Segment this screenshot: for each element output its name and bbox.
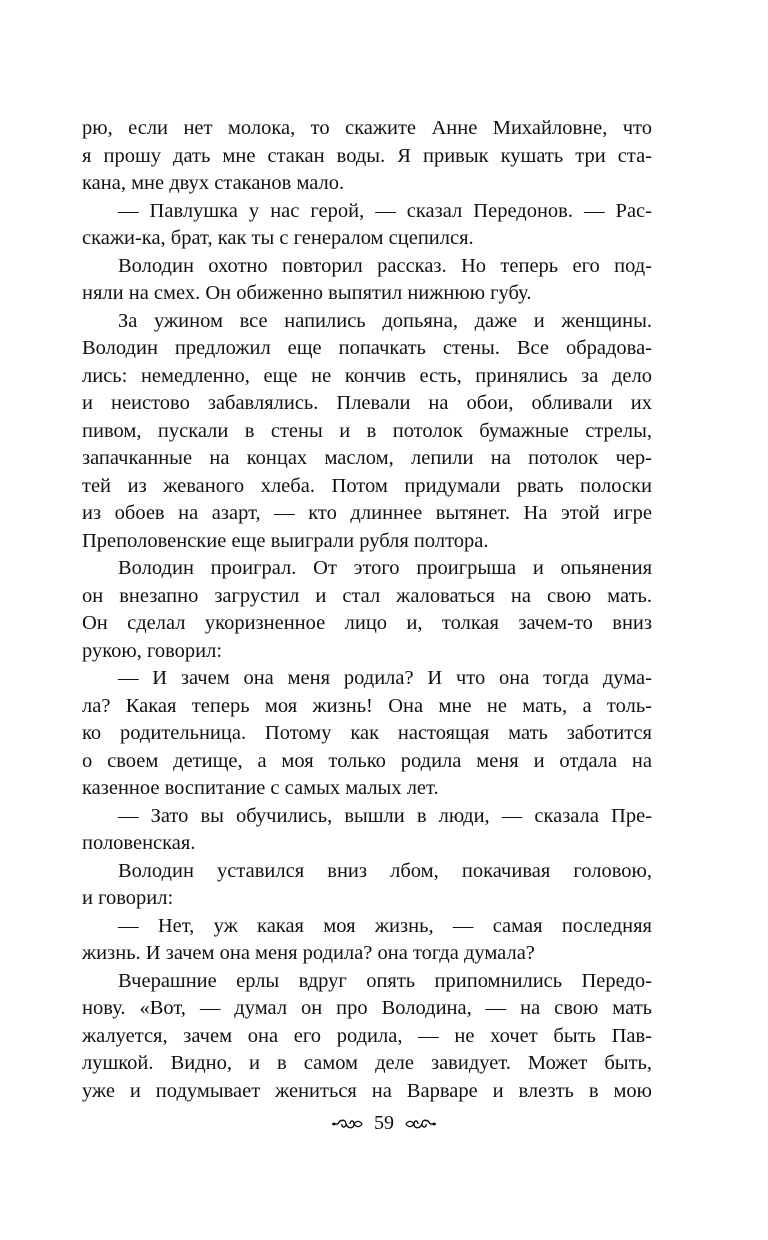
text-line: рю, если нет молока, то скажите Анне Михайловне, что	[82, 117, 652, 139]
ornament-icon	[404, 1116, 438, 1132]
text-line: — Нет, уж какая моя жизнь, — самая последняя	[118, 914, 652, 937]
page-footer	[0, 1112, 768, 1135]
text-line: Вчерашние ерлы вдруг опять припомнились Передо-	[118, 969, 652, 992]
ornament-icon	[330, 1116, 364, 1132]
text-line: жалуется, зачем она его родила, — не хочет быть Пав-	[82, 1024, 652, 1047]
text-line: жизнь. И зачем она меня родила? она тогда думала?	[82, 942, 535, 964]
text-line: ла? Какая теперь моя жизнь! Она мне не мать, а толь-	[82, 694, 652, 717]
text-line: — Павлушка у нас герой, — сказал Передонов. — Рас-	[118, 199, 652, 222]
text-line: уже и подумывает жениться на Варваре и влезть в мою	[82, 1079, 652, 1102]
text-line: Володин охотно повторил рассказ. Но теперь его под-	[118, 254, 652, 277]
text-line: из обоев на азарт, — кто длиннее вытянет. На этой игре	[82, 502, 652, 524]
text-line: — И зачем она меня родила? И что она тогда дума-	[118, 667, 652, 689]
text-line: няли на смех. Он обиженно выпятил нижнюю губу.	[82, 282, 532, 304]
text-line: пивом, пускали в стены и в потолок бумажные стрелы,	[82, 419, 652, 442]
text-line: о своем детище, а моя только родила меня и отдала на	[82, 749, 652, 772]
text-line: кана, мне двух стаканов мало.	[82, 172, 345, 194]
text-line: Володин предложил еще попачкать стены. Все обрадова-	[82, 337, 652, 359]
text-line: рукою, говорил:	[82, 639, 223, 662]
text-line: он внезапно загрустил и стал жаловаться на свою мать.	[82, 584, 652, 607]
text-line: Володин уставился вниз лбом, покачивая головою,	[118, 859, 652, 882]
text-line: скажи-ка, брат, как ты с генералом сцепился.	[82, 227, 474, 249]
text-line: и неистово забавлялись. Плевали на обои, обливали их	[82, 392, 652, 414]
text-line: лушкой. Видно, и в самом деле завидует. Может быть,	[82, 1052, 652, 1074]
text-line: и говорил:	[82, 887, 174, 909]
text-line: лись: немедленно, еще не кончив есть, принялись за дело	[82, 364, 652, 387]
text-line: — Зато вы обучились, вышли в люди, — сказала Пре-	[118, 804, 652, 827]
text-line: нову. «Вот, — думал он про Володина, — на свою мать	[82, 997, 652, 1019]
text-line: тей из жеваного хлеба. Потом придумали рвать полоски	[82, 474, 652, 497]
text-line: За ужином все напились допьяна, даже и женщины.	[118, 309, 652, 332]
text-line: я прошу дать мне стакан воды. Я привык кушать три ста-	[82, 144, 652, 167]
page-number: 59	[374, 1112, 394, 1134]
text-line: запачканные на концах маслом, лепили на потолок чер-	[82, 447, 652, 469]
page-body	[82, 115, 652, 1105]
text-line: Он сделал укоризненное лицо и, толкая зачем-то вниз	[82, 612, 652, 634]
text-line: Володин проиграл. От этого проигрыша и опьянения	[118, 557, 652, 579]
text-line: казенное воспитание с самых малых лет.	[82, 777, 439, 799]
text-line: половенская.	[82, 832, 196, 854]
text-line: Преполовенские еще выиграли рубля полтора.	[82, 529, 489, 552]
text-line: ко родительница. Потому как настоящая мать заботится	[82, 722, 652, 744]
